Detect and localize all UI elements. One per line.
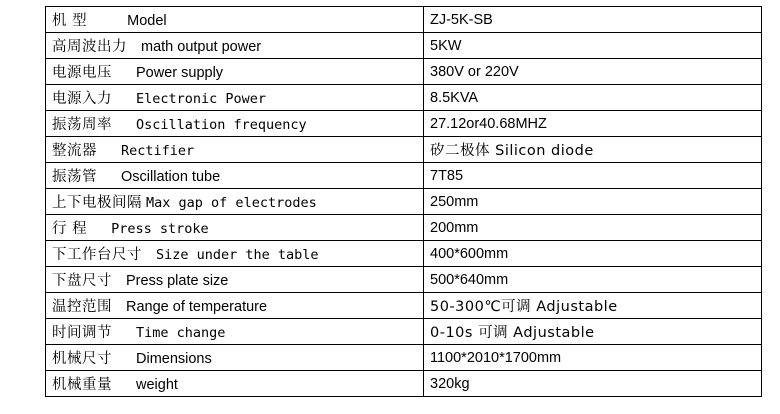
spec-value: 250mm bbox=[430, 193, 479, 210]
spec-label-chinese: 温控范围 bbox=[52, 299, 112, 315]
spec-label-chinese: 下盘尺寸 bbox=[52, 273, 112, 289]
spec-label-chinese: 下工作台尺寸 bbox=[52, 247, 142, 263]
spec-label-english: weight bbox=[136, 377, 178, 393]
spec-label-chinese: 振荡周率 bbox=[52, 117, 112, 133]
spec-label-chinese: 电源入力 bbox=[52, 91, 112, 107]
spec-value: 50-300℃可调 Adjustable bbox=[430, 299, 618, 315]
table-row bbox=[46, 215, 762, 241]
table-row bbox=[46, 293, 762, 319]
spec-label-chinese: 机械重量 bbox=[52, 377, 112, 393]
spec-label-english: Electronic Power bbox=[136, 91, 267, 107]
spec-value: 7T85 bbox=[430, 167, 464, 184]
spec-value: 0-10s 可调 Adjustable bbox=[430, 325, 595, 341]
spec-value-cell bbox=[424, 33, 762, 59]
spec-value: ZJ-5K-SB bbox=[430, 11, 493, 28]
spec-label-cell bbox=[46, 371, 424, 397]
spec-label-cell bbox=[46, 59, 424, 85]
spec-label-cell bbox=[46, 241, 424, 267]
spec-label-english: Rectifier bbox=[121, 143, 195, 159]
spec-value-cell bbox=[424, 371, 762, 397]
machine-specification-table bbox=[45, 6, 762, 397]
spec-label-english: Dimensions bbox=[136, 351, 212, 367]
spec-label-cell bbox=[46, 111, 424, 137]
spec-label-english: Time change bbox=[136, 325, 226, 341]
spec-label-english: Max gap of electrodes bbox=[146, 195, 317, 211]
spec-label-english: Power supply bbox=[136, 65, 224, 81]
spec-label-chinese: 振荡管 bbox=[52, 169, 97, 185]
spec-label-cell bbox=[46, 163, 424, 189]
spec-label-cell bbox=[46, 7, 424, 33]
table-row bbox=[46, 111, 762, 137]
spec-label-cell bbox=[46, 137, 424, 163]
spec-label-chinese: 上下电极间隔 bbox=[52, 195, 142, 211]
spec-value-cell bbox=[424, 319, 762, 345]
spec-value-cell bbox=[424, 85, 762, 111]
spec-value: 8.5KVA bbox=[430, 89, 479, 106]
spec-label-english: Press stroke bbox=[111, 221, 209, 237]
spec-value-cell bbox=[424, 345, 762, 371]
spec-value: 5KW bbox=[430, 37, 462, 54]
spec-value: 320kg bbox=[430, 375, 470, 392]
spec-value-cell bbox=[424, 163, 762, 189]
spec-label-chinese: 时间调节 bbox=[52, 325, 112, 341]
spec-label-cell bbox=[46, 189, 424, 215]
spec-label-chinese: 整流器 bbox=[52, 143, 97, 159]
spec-value-cell bbox=[424, 59, 762, 85]
spec-value-cell bbox=[424, 7, 762, 33]
spec-value: 380V or 220V bbox=[430, 63, 519, 80]
spec-value: 矽二极体 Silicon diode bbox=[430, 143, 594, 159]
table-row bbox=[46, 137, 762, 163]
spec-value-cell bbox=[424, 111, 762, 137]
spec-label-english: Oscillation frequency bbox=[136, 117, 307, 133]
spec-label-chinese: 高周波出力 bbox=[52, 39, 127, 55]
spec-label-cell bbox=[46, 267, 424, 293]
spec-value-cell bbox=[424, 267, 762, 293]
spec-label-english: Model bbox=[127, 13, 167, 29]
spec-value: 1100*2010*1700mm bbox=[430, 349, 562, 366]
table-row bbox=[46, 85, 762, 111]
spec-value: 27.12or40.68MHZ bbox=[430, 115, 547, 132]
spec-value-cell bbox=[424, 241, 762, 267]
spec-label-cell bbox=[46, 319, 424, 345]
spec-label-cell bbox=[46, 293, 424, 319]
table-row bbox=[46, 33, 762, 59]
spec-label-chinese: 机械尺寸 bbox=[52, 351, 112, 367]
spec-label-cell bbox=[46, 345, 424, 371]
spec-value-cell bbox=[424, 215, 762, 241]
spec-value-cell bbox=[424, 189, 762, 215]
table-row bbox=[46, 7, 762, 33]
spec-label-cell bbox=[46, 85, 424, 111]
spec-label-cell bbox=[46, 215, 424, 241]
spec-label-cell bbox=[46, 33, 424, 59]
spec-table-body bbox=[46, 7, 762, 397]
spec-label-english: Oscillation tube bbox=[121, 169, 221, 185]
spec-value: 500*640mm bbox=[430, 271, 509, 288]
spec-value: 200mm bbox=[430, 219, 479, 236]
spec-value: 400*600mm bbox=[430, 245, 509, 262]
spec-value-cell bbox=[424, 137, 762, 163]
spec-label-chinese: 电源电压 bbox=[52, 65, 112, 81]
table-row bbox=[46, 371, 762, 397]
spec-value-cell bbox=[424, 293, 762, 319]
table-row bbox=[46, 163, 762, 189]
spec-label-chinese: 机 型 bbox=[52, 13, 88, 29]
spec-label-english: Range of temperature bbox=[126, 299, 268, 315]
table-row bbox=[46, 345, 762, 371]
table-row bbox=[46, 59, 762, 85]
spec-label-english: math output power bbox=[141, 39, 262, 55]
table-row bbox=[46, 189, 762, 215]
spec-label-english: Size under the table bbox=[156, 247, 319, 263]
spec-label-chinese: 行 程 bbox=[52, 221, 88, 237]
table-row bbox=[46, 267, 762, 293]
table-row bbox=[46, 319, 762, 345]
spec-label-english: Press plate size bbox=[126, 273, 229, 289]
table-row bbox=[46, 241, 762, 267]
